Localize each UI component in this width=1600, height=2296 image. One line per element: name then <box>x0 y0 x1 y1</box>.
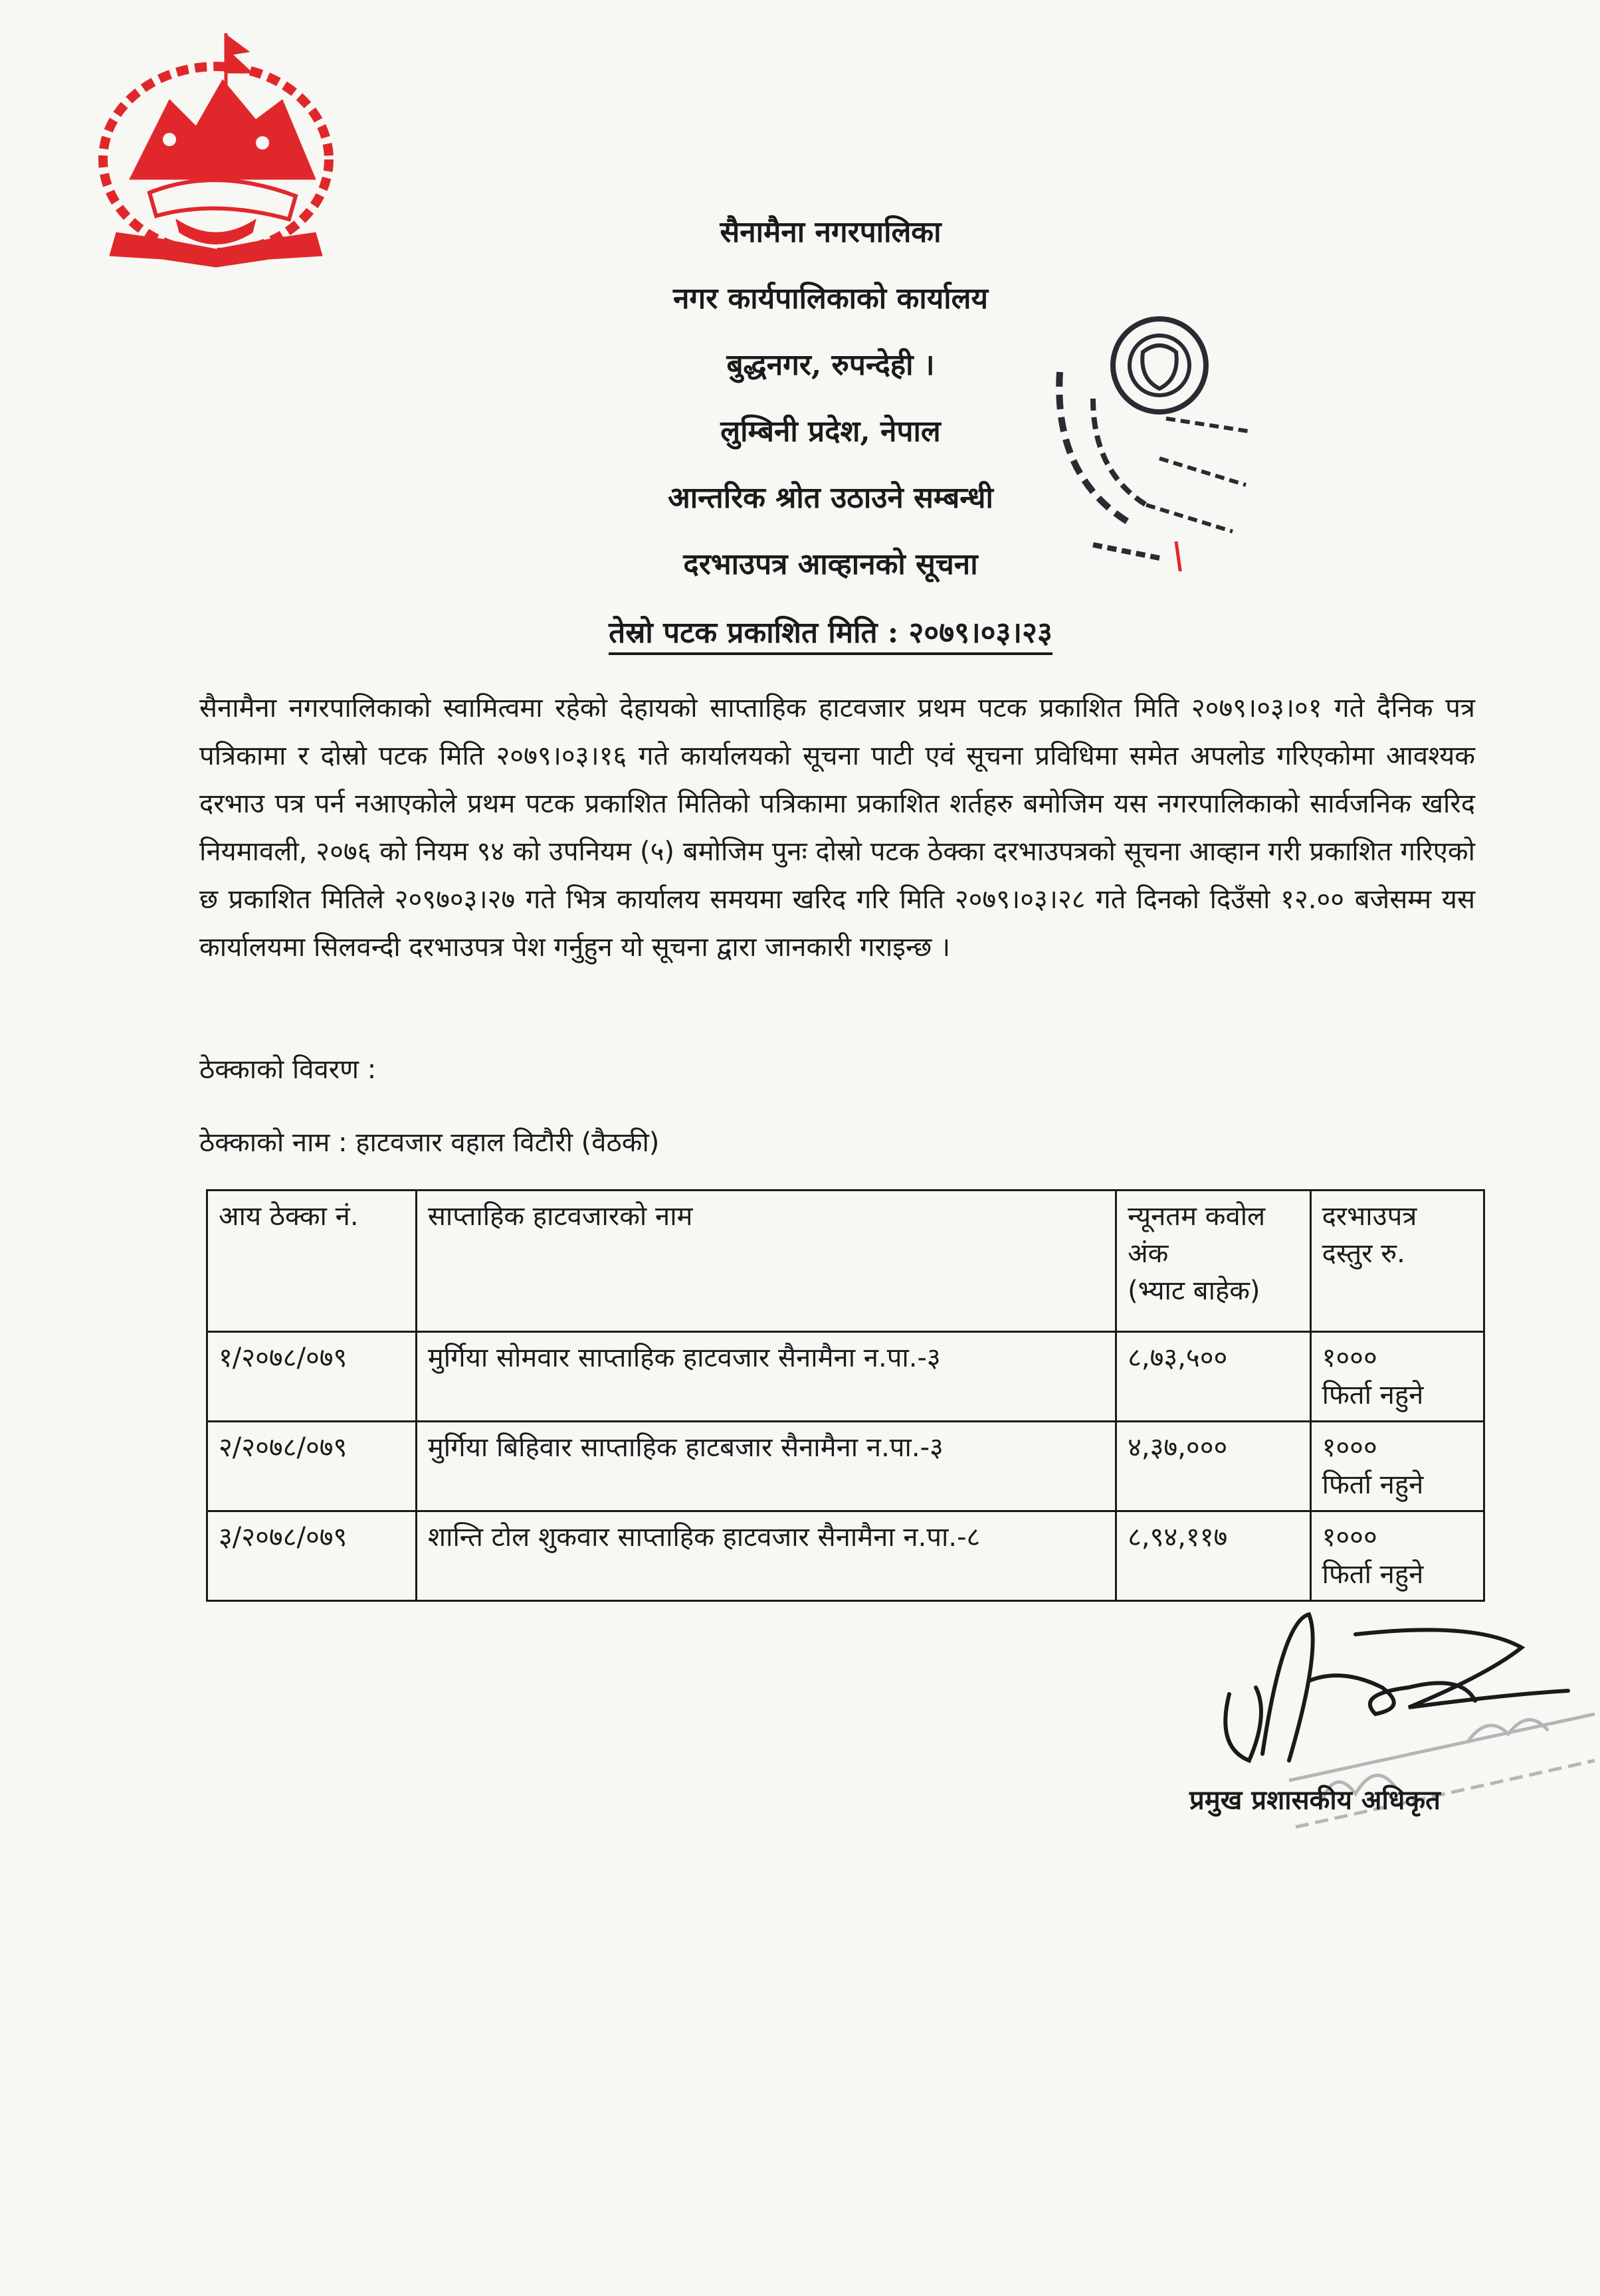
header-market-name-text: साप्ताहिक हाटवजारको नाम <box>427 1201 693 1232</box>
publication-date <box>532 611 1130 651</box>
cell-min-bid: ८,७३,५०० <box>1116 1332 1310 1422</box>
cell-fee <box>1310 1511 1484 1601</box>
details-label: ठेक्काको विवरण : <box>199 1054 377 1085</box>
municipality-name: सैनामैना नगरपालिका <box>720 215 942 249</box>
header-fee-text: दरभाउपत्र <box>1322 1201 1417 1232</box>
cell-fee-amount: १००० <box>1322 1522 1377 1553</box>
notice-body: सैनामैना नगरपालिकाको स्वामित्वमा रहेको देहायको साप्ताहिक हाटवजार प्रथम पटक प्रकाशित मिति २०७९।०३।०१ गते दैनिक पत्र पत्रिकामा र दोस्रो पटक मिति २०७९।०३।१६ गते कार्यालयको सूचना पाटी एवं सूचना प्रविधिमा समेत अपलोड गरिएकोमा आवश्यक दरभाउ पत्र पर्न नआएकोले प्रथम पटक प्रकाशित मितिको पत्रिकामा प्रकाशित शर्तहरु बमोजिम यस नगरपालिकाको सार्वजनिक खरिद नियमावली, २०७६ को नियम ९४ को उपनियम (५) बमोजिम पुनः दोस्रो पटक ठेक्का दरभाउपत्रको सूचना आव्हान गरी प्रकाशित गरिएको छ प्रकाशित मितिले २०९७०३।२७ गते भित्र कार्यालय समयमा खरिद गरि मिति २०७९।०३।२८ गते दिनको दिउँसो १२.०० बजेसम्म यस कार्यालयमा सिलवन्दी दरभाउपत्र पेश गर्नुहुन यो सूचना द्वारा जानकारी गराइन्छ । <box>199 693 1475 963</box>
notice-subject: आन्तरिक श्रोत उठाउने सम्बन्धी <box>668 481 993 515</box>
cell-fee <box>1310 1422 1484 1511</box>
cell-fee-note: फिर्ता नहुने <box>1322 1380 1424 1410</box>
contract-name: ठेक्काको नाम : हाटवजार वहाल विटौरी (वैठकी) <box>199 1127 660 1158</box>
header-min-bid <box>1116 1191 1310 1332</box>
header-fee-unit: दस्तुर रु. <box>1322 1238 1405 1269</box>
header-contract-no-text: आय ठेक्का नं. <box>219 1201 359 1232</box>
notice-title: दरभाउपत्र आव्हानको सूचना <box>683 547 978 581</box>
cell-fee <box>1310 1332 1484 1422</box>
publication-date-text: तेस्रो पटक प्रकाशित मिति : २०७९।०३।२३ <box>609 616 1052 655</box>
cell-fee-amount: १००० <box>1322 1432 1377 1463</box>
cell-market-name: मुर्गिया सोमवार साप्ताहिक हाटवजार सैनामैना न.पा.-३ <box>416 1332 1116 1422</box>
officer-title: प्रमुख प्रशासकीय अधिकृत <box>1189 1784 1441 1816</box>
cell-market-name: शान्ति टोल शुकवार साप्ताहिक हाटवजार सैनामैना न.पा.-८ <box>416 1511 1116 1601</box>
office-seal-icon <box>1033 312 1282 571</box>
table-row <box>207 1332 1484 1422</box>
cell-contract-no: २/२०७८/०७९ <box>207 1422 417 1511</box>
table-row <box>207 1511 1484 1601</box>
contracts-table <box>206 1189 1485 1602</box>
table-row <box>207 1422 1484 1511</box>
cell-min-bid: ८,९४,११७ <box>1116 1511 1310 1601</box>
header-min-bid-note: (भ्याट बाहेक) <box>1128 1276 1260 1306</box>
header-market-name <box>416 1191 1116 1332</box>
cell-fee-amount: १००० <box>1322 1343 1377 1373</box>
table-header-row <box>207 1191 1484 1332</box>
province-name: लुम्बिनी प्रदेश, नेपाल <box>720 415 941 448</box>
office-name: नगर कार्यपालिकाको कार्यालय <box>673 282 988 316</box>
cell-contract-no: १/२०७८/०७९ <box>207 1332 417 1422</box>
header-min-bid-text: न्यूनतम कवोल अंक <box>1128 1201 1266 1269</box>
cell-min-bid: ४,३७,००० <box>1116 1422 1310 1511</box>
nepal-emblem-icon <box>90 27 349 272</box>
cell-contract-no: ३/२०७८/०७९ <box>207 1511 417 1601</box>
cell-market-name: मुर्गिया बिहिवार साप्ताहिक हाटबजार सैनामैना न.पा.-३ <box>416 1422 1116 1511</box>
header-contract-no <box>207 1191 417 1332</box>
office-address: बुद्धनगर, रुपन्देही । <box>726 348 935 382</box>
cell-fee-note: फिर्ता नहुने <box>1322 1470 1424 1500</box>
header-fee <box>1310 1191 1484 1332</box>
cell-fee-note: फिर्ता नहुने <box>1322 1559 1424 1590</box>
